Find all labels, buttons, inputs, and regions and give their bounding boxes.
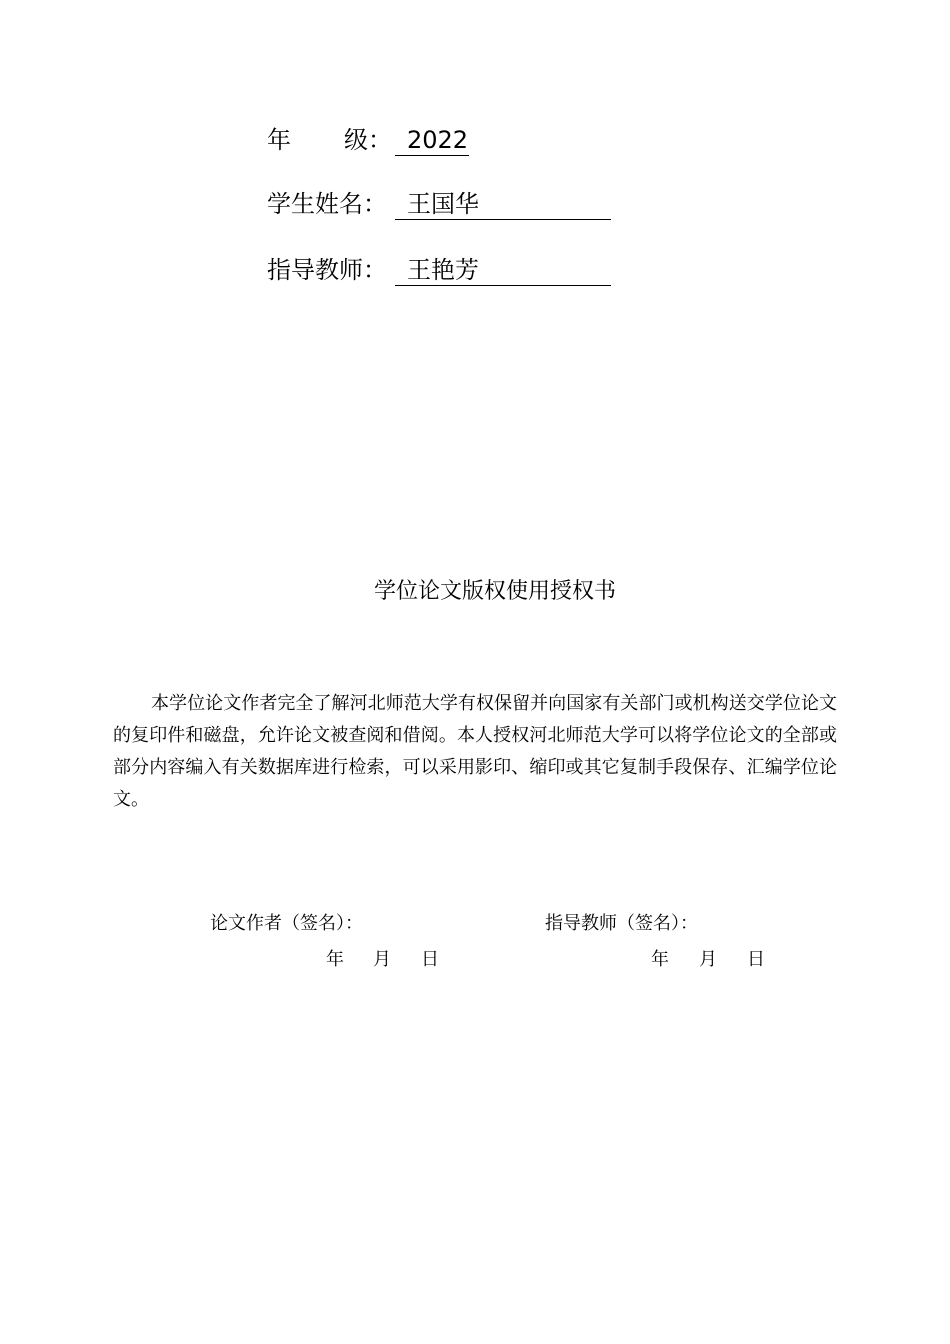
grade-label-part-1: 年 bbox=[267, 126, 291, 154]
grade-value: 2022 bbox=[395, 120, 469, 156]
grade-label-part-2: 级： bbox=[344, 126, 392, 154]
advisor-date-day: 日 bbox=[747, 949, 765, 970]
advisor-date-year: 年 bbox=[651, 949, 669, 970]
certificate-body: 本学位论文作者完全了解河北师范大学有权保留并向国家有关部门或机构送交学位论文的复印件和磁盘，允许论文被查阅和借阅。本人授权河北师范大学可以将学位论文的全部或部分内容编入有关数据库进行检索，可以采用影印、缩印或其它复制手段保存、汇编学位论文。 bbox=[113, 693, 837, 810]
advisor-date-month: 月 bbox=[699, 949, 717, 970]
author-date-year: 年 bbox=[326, 949, 344, 970]
author-date-day: 日 bbox=[421, 949, 439, 970]
advisor-value: 王艳芳 bbox=[395, 250, 611, 286]
certificate-title: 学位论文版权使用授权书 bbox=[373, 579, 616, 604]
author-signature-label: 论文作者（签名）： bbox=[210, 913, 363, 934]
advisor-label: 指导教师： bbox=[267, 256, 387, 284]
student-name-value: 王国华 bbox=[395, 184, 611, 220]
advisor-signature-label: 指导教师（签名）： bbox=[545, 913, 698, 934]
author-date-month: 月 bbox=[373, 949, 391, 970]
student-name-label: 学生姓名： bbox=[267, 190, 387, 218]
